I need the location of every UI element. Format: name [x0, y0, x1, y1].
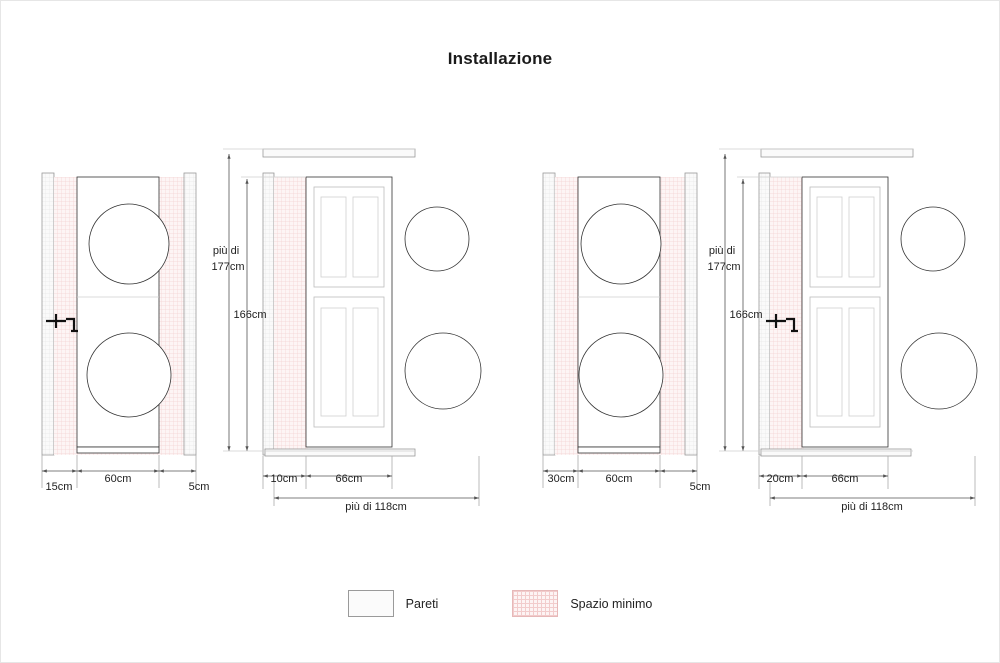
dim-total-depth-left: più di 118cm — [345, 501, 407, 513]
dim-appliance-height-right: 166cm — [729, 309, 763, 321]
dim-height-above-right-line1: più di — [708, 245, 736, 257]
left-front-view — [42, 173, 196, 488]
dim-total-depth-right: più di 118cm — [841, 501, 903, 513]
dim-height-above-left-line1: più di — [212, 245, 240, 257]
legend — [1, 590, 999, 617]
installation-drawing — [1, 1, 1000, 663]
dim-appliance-depth-right: 66cm — [831, 473, 859, 485]
dim-height-above-left-line2: 177cm — [211, 261, 245, 273]
dim-right-clearance-right: 5cm — [689, 481, 711, 493]
dim-left-clearance-right: 30cm — [547, 473, 575, 485]
right-side-view — [719, 149, 977, 506]
dim-right-clearance-left: 5cm — [188, 481, 210, 493]
dim-appliance-height-left: 166cm — [233, 309, 267, 321]
legend-item-walls — [348, 590, 439, 617]
legend-item-min-space — [512, 590, 652, 617]
dim-appliance-width-left: 60cm — [104, 473, 132, 485]
right-front-view — [543, 173, 697, 488]
legend-label-min-space: Spazio minimo — [570, 596, 653, 611]
page-title: Installazione — [447, 49, 553, 68]
min-space-swatch — [512, 590, 558, 617]
dim-appliance-depth-left: 66cm — [335, 473, 363, 485]
dim-rear-clearance-right: 20cm — [766, 473, 794, 485]
wall-swatch — [348, 590, 394, 617]
dim-rear-clearance-left: 10cm — [270, 473, 298, 485]
left-side-view — [223, 149, 481, 506]
dim-height-above-right-line2: 177cm — [707, 261, 741, 273]
dim-appliance-width-right: 60cm — [605, 473, 633, 485]
dim-left-clearance-left: 15cm — [45, 481, 73, 493]
legend-label-walls: Pareti — [405, 596, 439, 611]
